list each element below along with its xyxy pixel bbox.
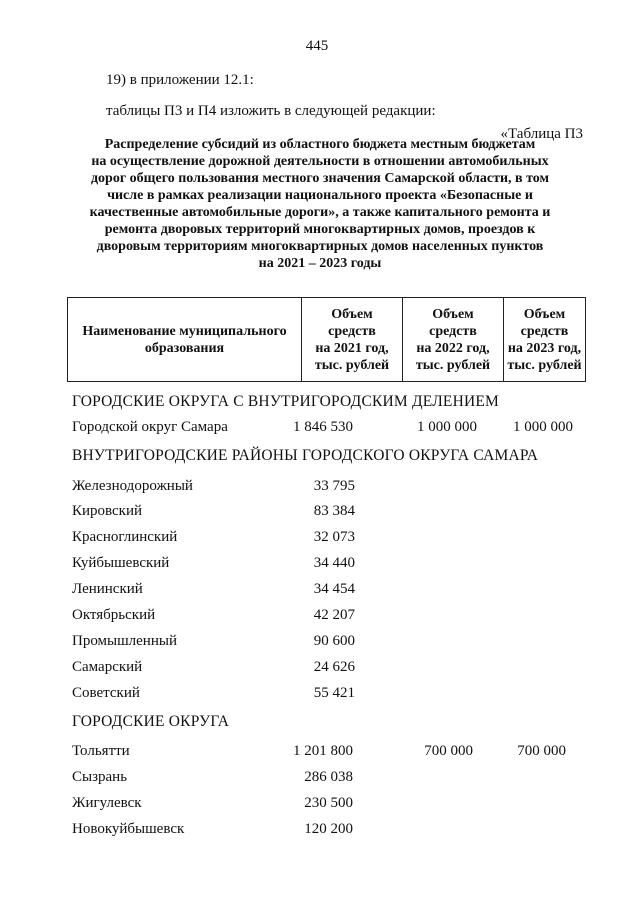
row-name: Железнодорожный <box>72 478 193 494</box>
row-name: Ленинский <box>72 581 143 597</box>
row-value-2021: 120 200 <box>304 821 353 837</box>
row-name: Советский <box>72 685 140 701</box>
row-name: Новокуйбышевск <box>72 821 185 837</box>
row-value-2023: 1 000 000 <box>513 419 573 435</box>
table-title <box>70 136 570 272</box>
row-name: Кировский <box>72 503 143 519</box>
row-value-2021: 24 626 <box>313 659 355 675</box>
row-value-2023: 700 000 <box>517 743 566 759</box>
section-heading: ГОРОДСКИЕ ОКРУГА <box>72 713 230 730</box>
row-name: Сызрань <box>72 769 128 785</box>
title-line: дорог общего пользования местного значения Самарской области, в том <box>90 171 550 186</box>
row-value-2021: 90 600 <box>313 633 355 649</box>
intro-item: 19) в приложении 12.1: <box>106 72 254 88</box>
row-name: Красноглинский <box>72 529 178 545</box>
row-value-2021: 34 454 <box>313 581 355 597</box>
title-line: числе в рамках реализации национального проекта «Безопасные и <box>107 188 533 203</box>
intro-instruction: таблицы П3 и П4 изложить в следующей редакции: <box>106 103 436 119</box>
row-name: Октябрьский <box>72 607 156 623</box>
row-name: Городской округ Самара <box>72 419 228 435</box>
row-value-2021: 230 500 <box>304 795 353 811</box>
section-heading: ВНУТРИГОРОДСКИЕ РАЙОНЫ ГОРОДСКОГО ОКРУГА САМАРА <box>72 447 539 464</box>
page-number: 445 <box>305 38 329 54</box>
table-reference: «Таблица П3 <box>500 126 583 142</box>
row-value-2021: 42 207 <box>313 607 355 623</box>
row-name: Куйбышевский <box>72 555 170 571</box>
header-2023: Объем средств на 2023 год, тыс. рублей <box>504 298 586 382</box>
title-line: на осуществление дорожной деятельности в отношении автомобильных <box>91 154 549 169</box>
header-2021: Объем средств на 2021 год, тыс. рублей <box>302 298 403 382</box>
row-value-2021: 1 201 800 <box>293 743 353 759</box>
row-value-2021: 34 440 <box>313 555 355 571</box>
title-line: Распределение субсидий из областного бюджета местным бюджетам <box>104 137 536 152</box>
row-value-2021: 83 384 <box>313 503 355 519</box>
row-value-2021: 32 073 <box>313 529 355 545</box>
section-heading: ГОРОДСКИЕ ОКРУГА С ВНУТРИГОРОДСКИМ ДЕЛЕНИЕМ <box>72 393 500 410</box>
row-value-2022: 1 000 000 <box>417 419 477 435</box>
header-municipality: Наименование муниципального образования <box>68 298 302 382</box>
row-value-2021: 33 795 <box>313 478 355 494</box>
row-value-2021: 1 846 530 <box>293 419 353 435</box>
title-line: качественные автомобильные дороги», а также капитального ремонта и <box>89 205 551 220</box>
row-name: Промышленный <box>72 633 177 649</box>
row-name: Самарский <box>72 659 143 675</box>
title-line: ремонта дворовых территорий многоквартирных домов, проездов к <box>104 222 536 237</box>
row-name: Тольятти <box>72 743 130 759</box>
row-value-2022: 700 000 <box>424 743 473 759</box>
table-header <box>67 297 586 382</box>
header-2022: Объем средств на 2022 год, тыс. рублей <box>403 298 504 382</box>
title-line: дворовым территориям многоквартирных домов населенных пунктов <box>96 239 544 254</box>
row-value-2021: 286 038 <box>304 769 353 785</box>
title-line: на 2021 – 2023 годы <box>258 256 382 271</box>
row-value-2021: 55 421 <box>313 685 355 701</box>
row-name: Жигулевск <box>72 795 142 811</box>
